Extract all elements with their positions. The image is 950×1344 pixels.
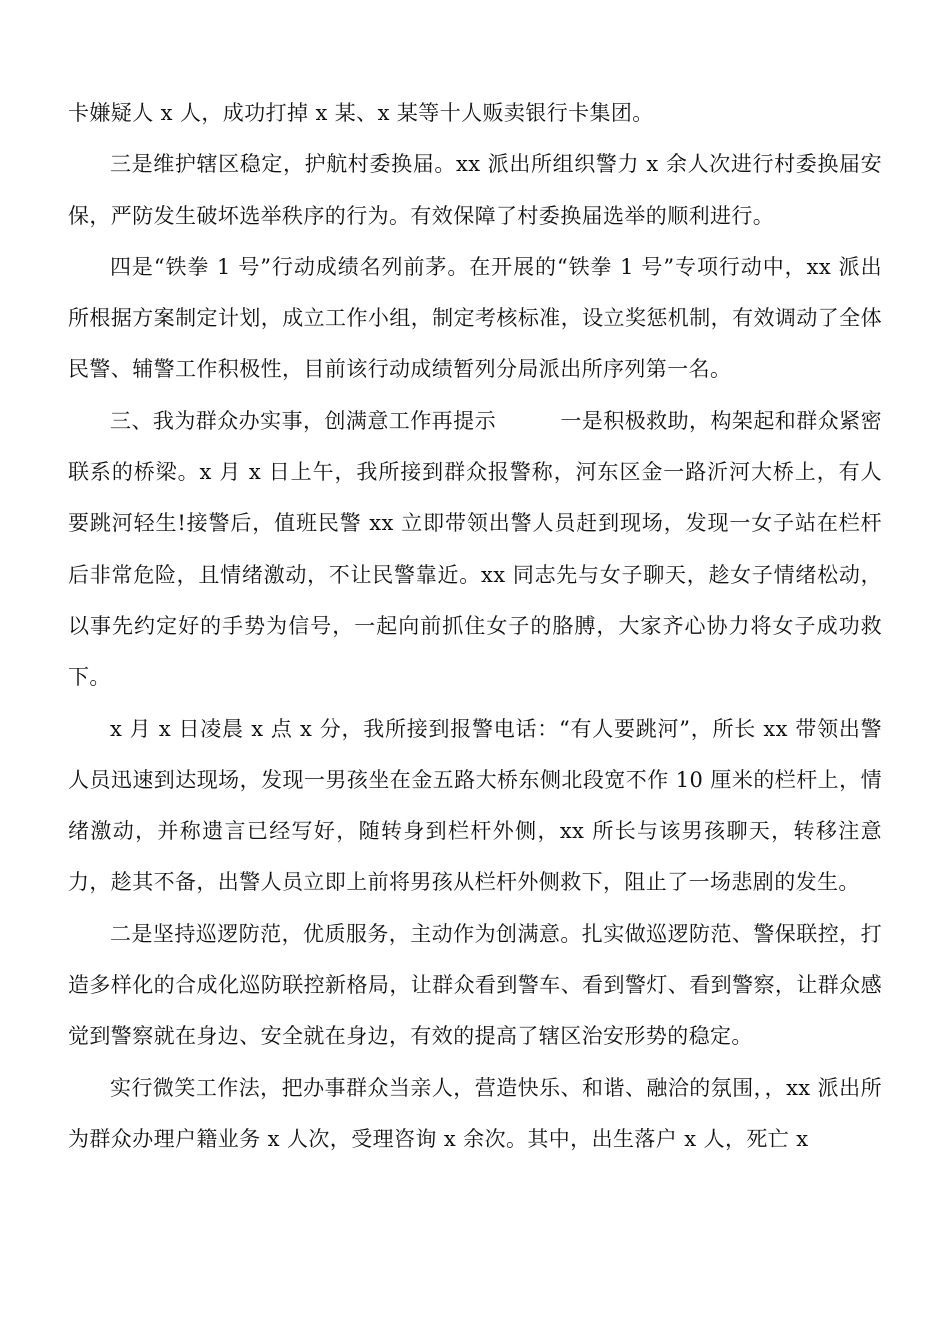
paragraph-patrol-service: 二是坚持巡逻防范，优质服务，主动作为创满意。扎实做巡逻防范、警保联控，打造多样化的合成化巡防联控新格局，让群众看到警车、看到警灯、看到警察，让群众感觉到警察就在身边、安全就在身边，有效的提高了辖区治安形势的稳定。	[68, 921, 882, 1049]
document-body	[68, 88, 882, 1165]
paragraph-continuation: 卡嫌疑人 x 人，成功打掉 x 某、x 某等十人贩卖银行卡集团。	[68, 101, 654, 125]
paragraph-smile-work-method: 实行微笑工作法，把办事群众当亲人，营造快乐、和谐、融洽的氛围，，xx 派出所为群众办理户籍业务 x 人次，受理咨询 x 余次。其中，出生落户 x 人，死亡 x	[68, 1075, 882, 1151]
paragraph-iron-fist-action: 四是“铁拳 1 号”行动成绩名列前茅。在开展的“铁拳 1 号”专项行动中，xx 派出所根据方案制定计划，成立工作小组，制定考核标准，设立奖惩机制，有效调动了全体民警、辅警工作积极性，目前该行动成绩暂列分局派出所序列第一名。	[68, 254, 882, 382]
paragraph-boy-rescue: x 月 x 日凌晨 x 点 x 分，我所接到报警电话：“有人要跳河”，所长 xx 带领出警人员迅速到达现场，发现一男孩坐在金五路大桥东侧北段宽不作 10 厘米的栏杆上，情绪激动，并称遗言已经写好，随转身到栏杆外侧，xx 所长与该男孩聊天，转移注意力，趁其不备，出警人员立即上前将男孩从栏杆外侧救下，阻止了一场悲剧的发生。	[68, 716, 882, 895]
paragraph-serve-masses-rescue: 三、我为群众办实事，创满意工作再提示 一是积极救助，构架起和群众紧密联系的桥梁。x 月 x 日上午，我所接到群众报警称，河东区金一路沂河大桥上，有人要跳河轻生!接警后，值班民警 xx 立即带领出警人员赶到现场，发现一女子站在栏杆后非常危险，且情绪激动，不让民警靠近。xx 同志先与女子聊天，趁女子情绪松动，以事先约定好的手势为信号，一起向前抓住女子的胳膊，大家齐心协力将女子成功救下。	[68, 408, 882, 690]
paragraph-village-election: 三是维护辖区稳定，护航村委换届。xx 派出所组织警力 x 余人次进行村委换届安保，严防发生破坏选举秩序的行为。有效保障了村委换届选举的顺利进行。	[68, 152, 882, 228]
